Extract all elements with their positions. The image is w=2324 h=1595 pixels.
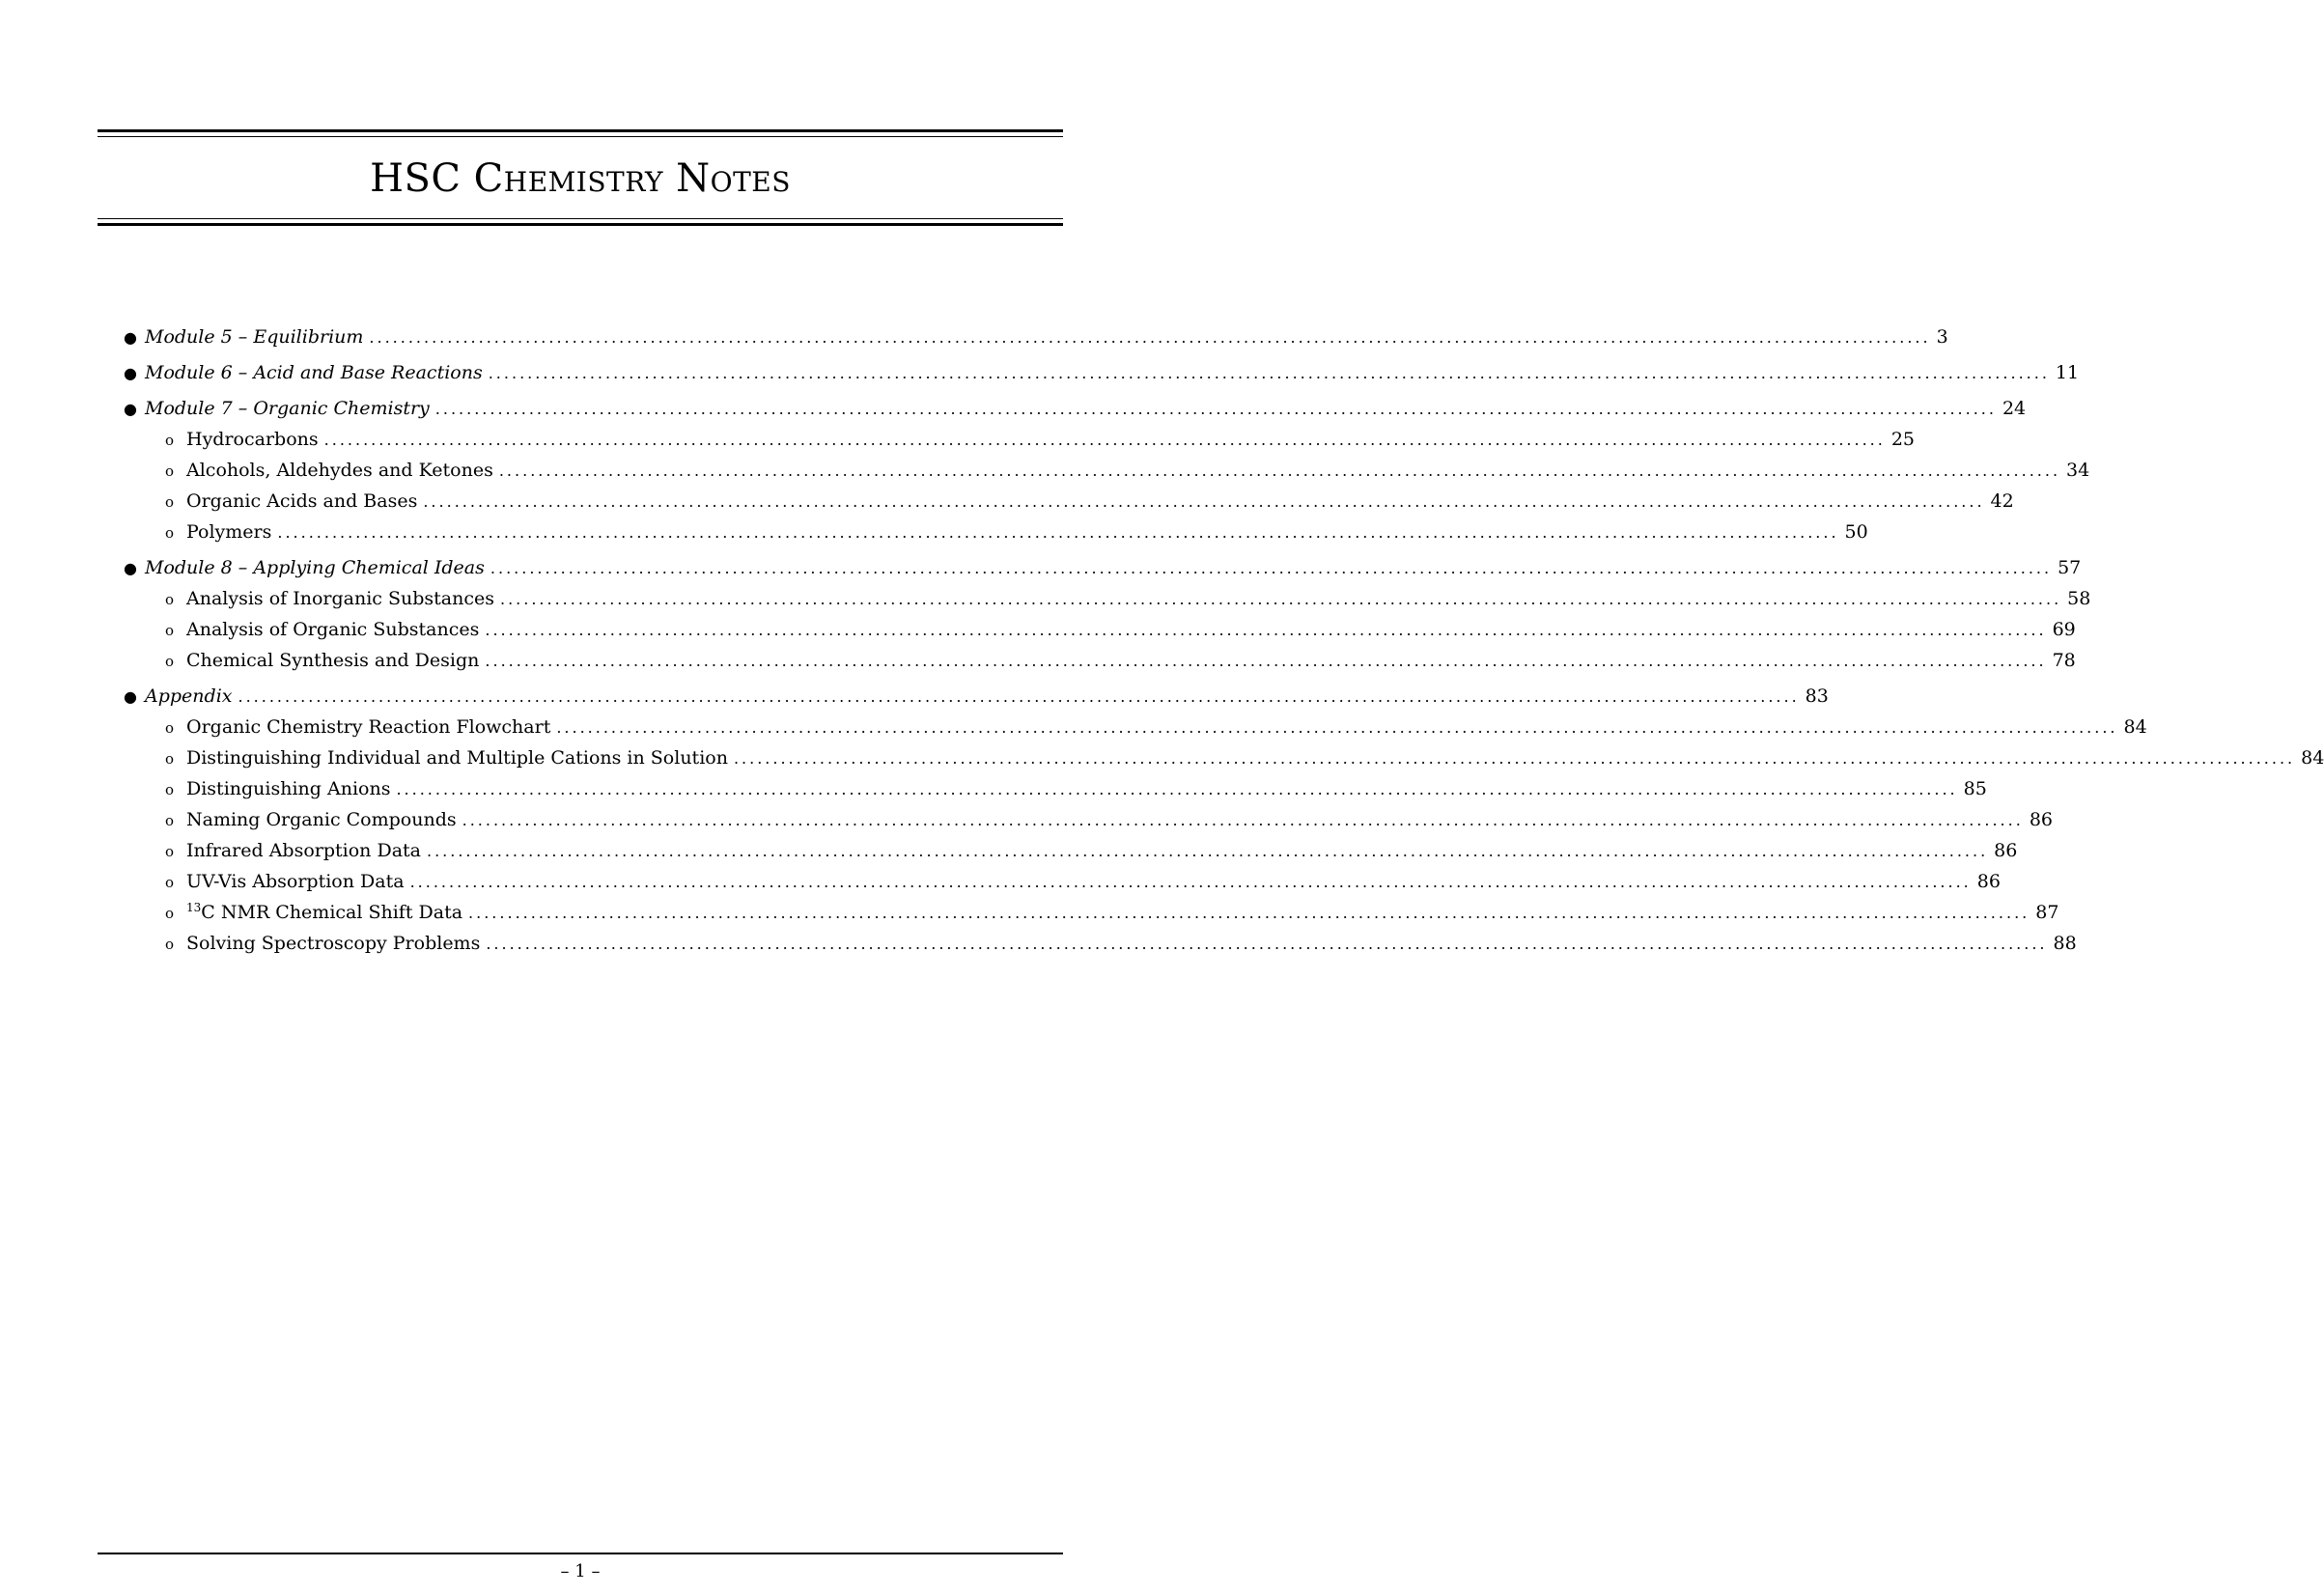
toc-entry[interactable] — [98, 326, 1948, 357]
title-word-chemistry: Chemistry — [473, 156, 663, 201]
toc-entry-page: 69 — [2052, 619, 2076, 640]
dot-leader: ........................................................................................................................................................................................................ — [277, 523, 1839, 542]
bullet-hollow-icon: o — [165, 493, 175, 511]
document-title — [98, 154, 1063, 203]
toc-entry-text: Polymers — [186, 521, 272, 543]
bullet-filled-icon: ● — [124, 400, 137, 418]
bullet-hollow-icon: o — [165, 750, 175, 768]
dot-leader: ........................................................................................................................................................................................................ — [556, 718, 2118, 737]
toc-entry[interactable] — [98, 429, 1916, 460]
bullet-hollow-icon: o — [165, 905, 175, 922]
toc-entry-label — [186, 650, 479, 671]
toc-entry-text: Hydrocarbons — [186, 429, 319, 450]
toc-entry-label — [186, 809, 457, 830]
dot-leader: ........................................................................................................................................................................................................ — [426, 842, 1989, 860]
toc-entry-label — [186, 747, 728, 769]
dot-leader: ........................................................................................................................................................................................................ — [323, 431, 1886, 449]
toc-entry-label — [186, 588, 494, 609]
toc-entry-text: Distinguishing Anions — [186, 778, 391, 799]
bullet-filled-icon: ● — [124, 328, 137, 347]
toc-entry-text: Appendix — [145, 686, 233, 707]
toc-entry-text: Chemical Synthesis and Design — [186, 650, 480, 671]
toc-entry[interactable] — [98, 809, 2053, 840]
toc-entry[interactable] — [98, 901, 2059, 933]
toc-entry-label — [186, 933, 480, 954]
table-of-contents — [98, 326, 2324, 964]
toc-entry[interactable] — [98, 778, 1987, 809]
bullet-hollow-icon: o — [165, 622, 175, 639]
dot-leader: ........................................................................................................................................................................................................ — [434, 400, 1997, 418]
toc-entry-page: 50 — [1844, 521, 1868, 543]
toc-entry-text: Distinguishing Individual and Multiple Cations in Solution — [186, 747, 728, 769]
toc-entry[interactable] — [98, 398, 2027, 429]
bullet-filled-icon: ● — [124, 364, 137, 382]
toc-entry-page: 86 — [2029, 809, 2053, 830]
dot-leader: ........................................................................................................................................................................................................ — [485, 652, 2047, 670]
toc-entry-page: 34 — [2066, 460, 2090, 481]
toc-entry-text: Module 8 – Applying Chemical Ideas — [145, 557, 485, 578]
bullet-hollow-icon: o — [165, 843, 175, 860]
toc-entry[interactable] — [98, 460, 2090, 490]
dot-leader: ........................................................................................................................................................................................................ — [485, 621, 2047, 639]
dot-leader: ........................................................................................................................................................................................................ — [498, 462, 2061, 480]
title-word-notes: Notes — [676, 156, 791, 201]
toc-entry-page: 25 — [1890, 429, 1916, 450]
toc-entry[interactable] — [98, 933, 2077, 964]
toc-entry-page: 88 — [2053, 933, 2077, 954]
toc-entry-page: 87 — [2035, 902, 2059, 923]
dot-leader: ........................................................................................................................................................................................................ — [462, 811, 2024, 829]
dot-leader: ........................................................................................................................................................................................................ — [486, 935, 2048, 953]
bullet-hollow-icon: o — [165, 719, 175, 737]
toc-entry-page: 11 — [2055, 362, 2080, 383]
dot-leader: ........................................................................................................................................................................................................ — [423, 492, 1985, 511]
toc-entry-label — [186, 840, 421, 861]
toc-entry[interactable] — [98, 619, 2076, 650]
dot-leader: ........................................................................................................................................................................................................ — [733, 749, 2296, 768]
dot-leader: ........................................................................................................................................................................................................ — [490, 559, 2053, 577]
bullet-hollow-icon: o — [165, 591, 175, 608]
dot-leader: ........................................................................................................................................................................................................ — [238, 687, 1800, 706]
toc-entry-page: 85 — [1963, 778, 1987, 799]
bullet-hollow-icon: o — [165, 653, 175, 670]
bullet-filled-icon: ● — [124, 559, 137, 577]
toc-entry-label — [145, 557, 485, 578]
toc-entry-text: Organic Acids and Bases — [186, 490, 418, 512]
toc-entry-label — [145, 326, 363, 348]
toc-entry-text: Infrared Absorption Data — [186, 840, 421, 861]
bullet-hollow-icon: o — [165, 812, 175, 829]
toc-entry-page: 78 — [2052, 650, 2076, 671]
toc-entry[interactable] — [98, 716, 2147, 747]
toc-entry-text: Alcohols, Aldehydes and Ketones — [186, 460, 493, 481]
toc-entry-text: Solving Spectroscopy Problems — [186, 933, 481, 954]
title-rule-bottom — [98, 218, 1063, 228]
toc-entry-text: UV-Vis Absorption Data — [186, 871, 405, 892]
toc-entry-text: Analysis of Organic Substances — [186, 619, 480, 640]
toc-entry-page: 42 — [1990, 490, 2014, 512]
toc-entry-label — [186, 716, 550, 738]
toc-entry-page: 86 — [1976, 871, 2001, 892]
toc-entry[interactable] — [98, 840, 2018, 871]
toc-entry-label — [186, 902, 462, 923]
toc-entry-label — [145, 362, 483, 383]
bullet-hollow-icon: o — [165, 781, 175, 798]
toc-entry-label — [186, 490, 417, 512]
toc-entry-page: 3 — [1936, 326, 1948, 348]
toc-entry-text: Module 5 – Equilibrium — [145, 326, 364, 348]
toc-entry-label — [186, 460, 493, 481]
dot-leader: ........................................................................................................................................................................................................ — [396, 780, 1958, 798]
toc-entry[interactable] — [98, 686, 1829, 716]
toc-entry-label — [186, 521, 271, 543]
toc-entry[interactable] — [98, 747, 2324, 778]
dot-leader: ........................................................................................................................................................................................................ — [409, 873, 1972, 891]
toc-entry[interactable] — [98, 362, 2080, 393]
toc-entry-superscript: 13 — [186, 901, 202, 914]
page-number: – 1 – — [560, 1561, 601, 1581]
toc-entry-page: 86 — [1994, 840, 2018, 861]
toc-entry-label — [145, 686, 232, 707]
toc-entry-page: 84 — [2123, 716, 2147, 738]
toc-entry[interactable] — [98, 521, 1868, 552]
bullet-hollow-icon: o — [165, 936, 175, 953]
toc-entry[interactable] — [98, 871, 2001, 902]
toc-entry-page: 58 — [2067, 588, 2091, 609]
bullet-hollow-icon: o — [165, 432, 175, 449]
toc-entry-label — [145, 398, 430, 419]
toc-entry-text: Module 7 – Organic Chemistry — [145, 398, 430, 419]
toc-entry-page: 83 — [1805, 686, 1829, 707]
toc-entry-page: 24 — [2002, 398, 2027, 419]
toc-entry[interactable] — [98, 650, 2076, 681]
bullet-hollow-icon: o — [165, 524, 175, 542]
toc-entry[interactable] — [98, 557, 2082, 588]
bullet-hollow-icon: o — [165, 874, 175, 891]
title-rule-top — [98, 129, 1063, 139]
title-word-hsc: HSC — [370, 156, 462, 201]
footer-rule — [98, 1553, 1063, 1554]
dot-leader: ........................................................................................................................................................................................................ — [468, 904, 2030, 922]
dot-leader: ........................................................................................................................................................................................................ — [499, 590, 2062, 608]
bullet-filled-icon: ● — [124, 687, 137, 706]
toc-entry-label — [186, 871, 405, 892]
toc-entry-text: Module 6 – Acid and Base Reactions — [145, 362, 483, 383]
toc-entry-page: 57 — [2058, 557, 2082, 578]
toc-entry-text: Naming Organic Compounds — [186, 809, 457, 830]
toc-entry-text: Analysis of Inorganic Substances — [186, 588, 494, 609]
toc-entry-page: 84 — [2301, 747, 2324, 769]
toc-entry-label — [186, 429, 319, 450]
dot-leader: ........................................................................................................................................................................................................ — [488, 364, 2050, 382]
toc-entry[interactable] — [98, 490, 2014, 521]
toc-entry-label — [186, 619, 479, 640]
toc-entry[interactable] — [98, 588, 2091, 619]
dot-leader: ........................................................................................................................................................................................................ — [369, 328, 1931, 347]
toc-entry-text: Organic Chemistry Reaction Flowchart — [186, 716, 551, 738]
toc-entry-text: C NMR Chemical Shift Data — [201, 902, 463, 923]
bullet-hollow-icon: o — [165, 462, 175, 480]
toc-entry-label — [186, 778, 390, 799]
